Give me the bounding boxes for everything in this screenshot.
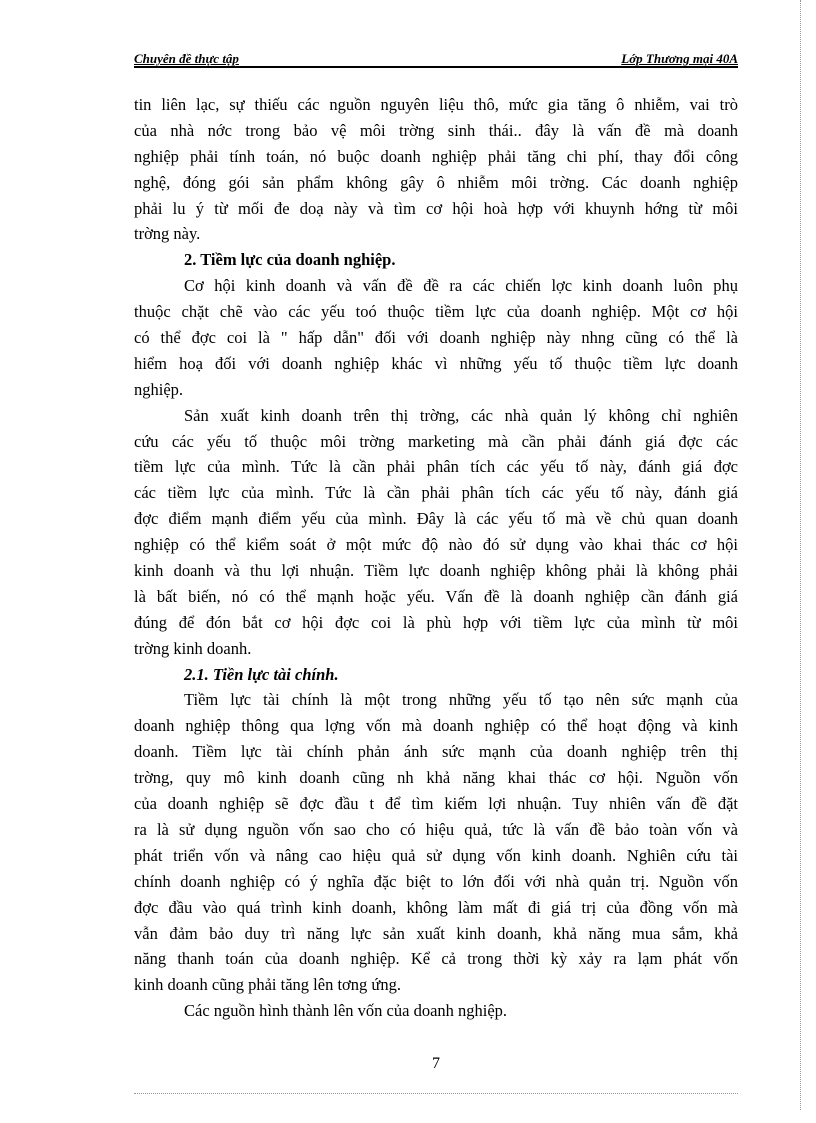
text-line: là bất biến, nó có thể mạnh hoặc yếu. Vấn đề là doanh nghiệp cần đánh giá <box>134 586 738 606</box>
page-right-rule <box>800 0 801 1110</box>
text-line: năng thanh toán của doanh nghiệp. Kể cả trong thời kỳ xảy ra lạm phát vốn <box>134 949 738 969</box>
text-line: đúng để đón bắt cơ hội đợc coi là phù hợp với tiềm lực của mình từ môi <box>134 612 738 632</box>
text-line: cứu các yếu tố thuộc môi trờng marketing mà cần phải đánh giá đợc các <box>134 431 738 451</box>
text-line: các tiềm lực của mình. Tức là cần phải phân tích các yếu tố này, đánh giá <box>134 483 738 503</box>
document-body <box>134 92 738 1024</box>
text-line: trờng, quy mô kinh doanh cũng nh khả năng khai thác cơ hội. Nguồn vốn <box>134 768 738 788</box>
text-line: doanh. Tiềm lực tài chính phản ánh sức mạnh của doanh nghiệp trên thị <box>134 742 738 762</box>
text-line: kinh doanh và thu lợi nhuận. Tiềm lực doanh nghiệp không phải là không phải <box>134 561 738 581</box>
text-line: trờng này. <box>134 224 201 244</box>
text-line: nghiệp có thể kiểm soát ở một mức độ nào đó sử dụng vào khai thác cơ hội <box>134 535 738 555</box>
text-line: đợc điểm mạnh điểm yếu của mình. Đây là các yếu tố mà về chủ quan doanh <box>134 509 738 529</box>
text-line: tin liên lạc, sự thiếu các nguồn nguyên liệu thô, mức gia tăng ô nhiễm, vai trò <box>134 95 738 114</box>
text-line: thuộc chặt chẽ vào các yếu toó thuộc tiềm lực của doanh nghiệp. Một cơ hội <box>134 302 738 322</box>
text-line: Tiềm lực tài chính là một trong những yếu tố tạo nên sức mạnh của <box>184 690 738 710</box>
text-line: nghiệp. <box>134 379 184 399</box>
text-line: vẫn đảm bảo duy trì năng lực sản xuất kinh doanh, khả năng mua sắm, khả <box>134 923 738 943</box>
text-line: nghệ, đóng gói sản phẩm không gây ô nhiễm môi trờng. Các doanh nghiệp <box>134 172 738 192</box>
text-line: của doanh nghiệp sẽ đợc đầu t để tìm kiếm lợi nhuận. Tuy nhiên vấn đề đặt <box>134 794 738 814</box>
text-line: đợc đầu vào quá trình kinh doanh, không làm mất đi giá trị của đồng vốn mà <box>134 897 738 917</box>
text-line: Cơ hội kinh doanh và vấn đề đề ra các chiến lợc kinh doanh luôn phụ <box>184 276 738 296</box>
page-bottom-rule <box>134 1093 738 1094</box>
text-line: doanh nghiệp thông qua lợng vốn mà doanh nghiệp có thể hoạt động và kinh <box>134 716 738 736</box>
header-rule <box>134 66 738 68</box>
text-line: Các nguồn hình thành lên vốn của doanh nghiệp. <box>184 1001 508 1021</box>
text-line: phải lu ý từ mối đe doạ này và tìm cơ hội hoà hợp với khuynh hớng từ môi <box>134 198 738 218</box>
text-line: tiềm lực của mình. Tức là cần phải phân tích các yếu tố này, đánh giá đợc <box>134 457 738 477</box>
text-line: phát triển vốn và nâng cao hiệu quả sử dụng vốn kinh doanh. Nghiên cứu tài <box>134 845 738 865</box>
text-line: nghiệp phải tính toán, nó buộc doanh nghiệp phải tăng chi phí, thay đổi công <box>134 146 738 166</box>
section-heading: 2. Tiềm lực của doanh nghiệp. <box>184 250 396 270</box>
text-line: ra là sử dụng nguồn vốn sao cho có hiệu quả, tức là vấn đề bảo toàn vốn và <box>134 819 738 839</box>
subsection-heading: 2.1. Tiền lực tài chính. <box>184 664 339 684</box>
text-line: kinh doanh cũng phải tăng lên tơng ứng. <box>134 975 401 995</box>
header-left-title: Chuyên đề thực tập <box>134 51 239 66</box>
text-line: chính doanh nghiệp có ý nghĩa đặc biệt to lớn đối với nhà quản trị. Nguồn vốn <box>134 871 738 891</box>
text-line: Sản xuất kinh doanh trên thị trờng, các nhà quản lý không chỉ nghiên <box>184 405 738 425</box>
page-number: 7 <box>432 1055 440 1072</box>
text-line: hiểm hoạ đối với doanh nghiệp khác vì những yếu tố thuộc tiềm lực doanh <box>134 353 738 373</box>
header-right-class: Lớp Thương mại 40A <box>621 51 738 66</box>
text-line: trờng kinh doanh. <box>134 638 252 658</box>
text-line: có thể đợc coi là " hấp dẫn" đối với doanh nghiệp này nhng cũng có thể là <box>134 328 738 348</box>
text-line: của nhà nớc trong bảo vệ môi trờng sinh thái.. đây là vấn đề mà doanh <box>134 120 738 140</box>
